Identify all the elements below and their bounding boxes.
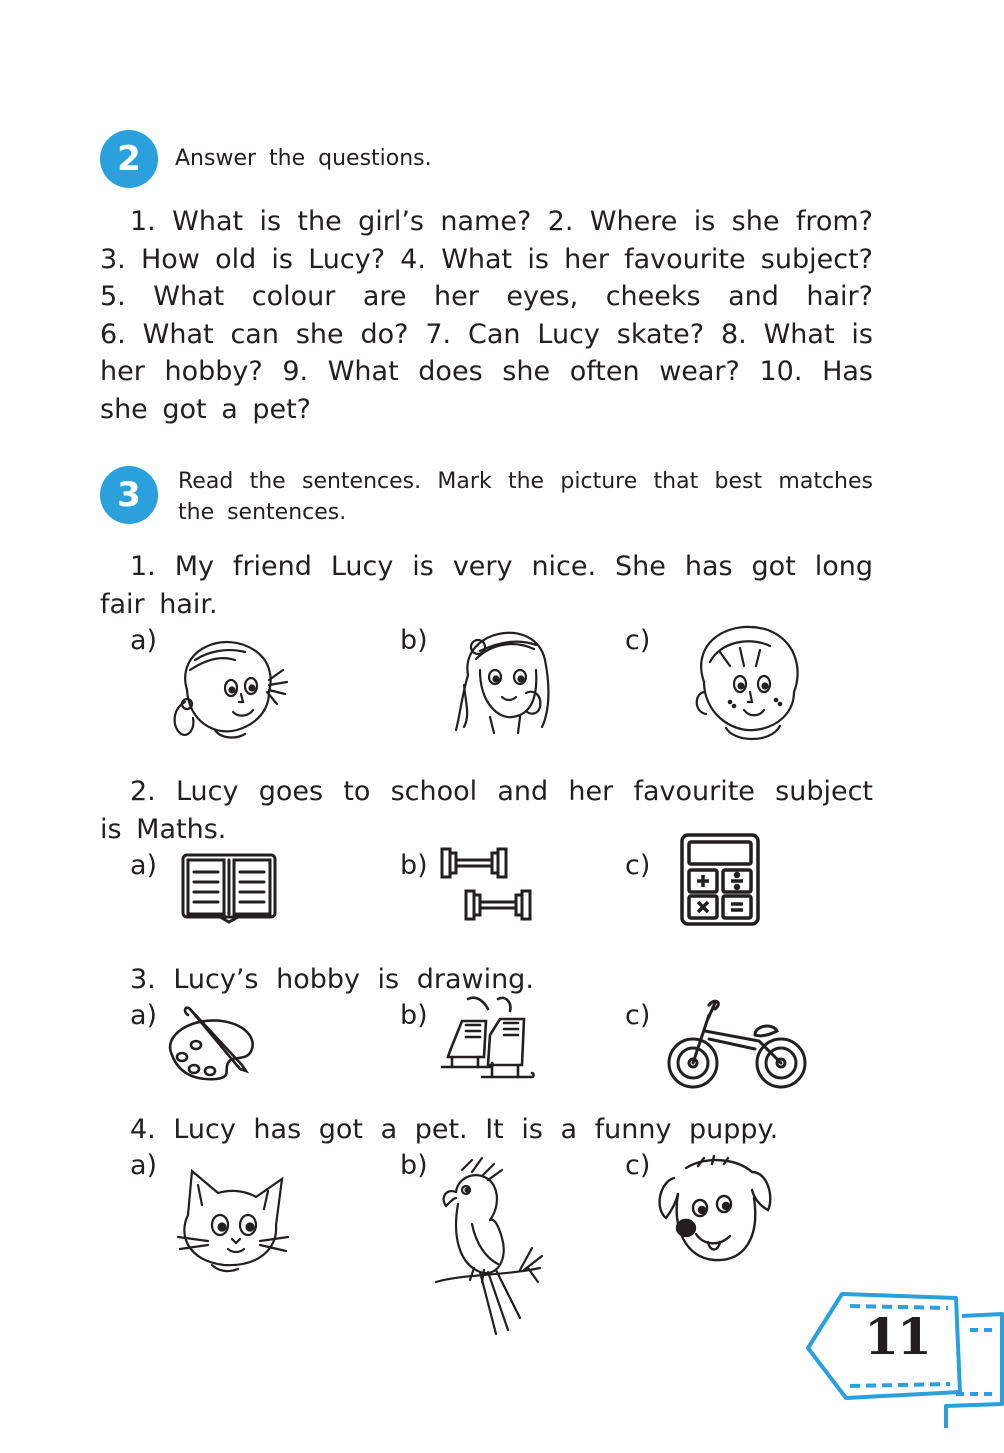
sentence — [100, 1111, 873, 1149]
sentence — [100, 961, 873, 999]
option-label: c) — [625, 1150, 651, 1181]
task-instruction — [178, 466, 873, 528]
sentence-line: 1. My friend Lucy is very nice. She has got long — [130, 551, 873, 582]
paragraph-line: 5. What colour are her eyes, cheeks and hair? — [100, 281, 873, 313]
paragraph-line: her hobby? 9. What does she often wear? 10. Has — [100, 356, 873, 388]
parrot-icon[interactable] — [432, 1158, 544, 1338]
sentence — [100, 548, 873, 623]
sentence-line: 4. Lucy has got a pet. It is a funny puppy. — [130, 1114, 779, 1145]
instruction-line: Read the sentences. Mark the picture that best matches — [178, 469, 873, 494]
girl-long-hair-icon[interactable] — [450, 615, 560, 735]
task-number: 3 — [117, 475, 141, 515]
paragraph-line: she got a pet? — [100, 393, 311, 425]
instruction-line: the sentences. — [178, 500, 347, 525]
option-label: a) — [130, 1000, 158, 1031]
option-label: a) — [130, 850, 158, 881]
kitten-icon[interactable] — [168, 1165, 292, 1275]
option-label: b) — [400, 850, 428, 881]
task-number: 2 — [117, 139, 141, 179]
page-number: 11 — [864, 1307, 930, 1366]
questions-paragraph — [100, 203, 873, 429]
task-number-badge — [100, 130, 158, 188]
option-label: b) — [400, 1150, 428, 1181]
sentence-line: 2. Lucy goes to school and her favourite subject — [130, 776, 873, 807]
girl-pigtails-icon[interactable] — [165, 630, 290, 740]
boy-short-hair-icon[interactable] — [690, 622, 805, 744]
option-label: a) — [130, 1150, 158, 1181]
option-label: c) — [625, 850, 651, 881]
option-label: c) — [625, 1000, 651, 1031]
paragraph-line: 3. How old is Lucy? 4. What is her favourite subject? — [100, 243, 873, 275]
sentence-line: fair hair. — [100, 588, 218, 620]
option-label: a) — [130, 625, 158, 656]
task-instruction: Answer the questions. — [175, 146, 432, 171]
option-label: c) — [625, 625, 651, 656]
option-label: b) — [400, 625, 428, 656]
puppy-icon[interactable] — [656, 1158, 774, 1268]
dumbbells-icon[interactable] — [438, 845, 538, 927]
paint-palette-icon[interactable] — [162, 1005, 270, 1083]
ice-skates-icon[interactable] — [438, 995, 536, 1087]
open-book-icon[interactable] — [180, 852, 278, 922]
task-number-badge — [100, 466, 158, 524]
paragraph-line: 6. What can she do? 7. Can Lucy skate? 8. What is — [100, 318, 873, 350]
balance-bike-icon[interactable] — [665, 995, 809, 1093]
calculator-icon[interactable] — [680, 833, 760, 926]
sentence-line: is Maths. — [100, 813, 227, 845]
sentence-line: 3. Lucy’s hobby is drawing. — [130, 964, 534, 995]
paragraph-line: 1. What is the girl’s name? 2. Where is she from? — [130, 206, 873, 237]
option-label: b) — [400, 1000, 428, 1031]
